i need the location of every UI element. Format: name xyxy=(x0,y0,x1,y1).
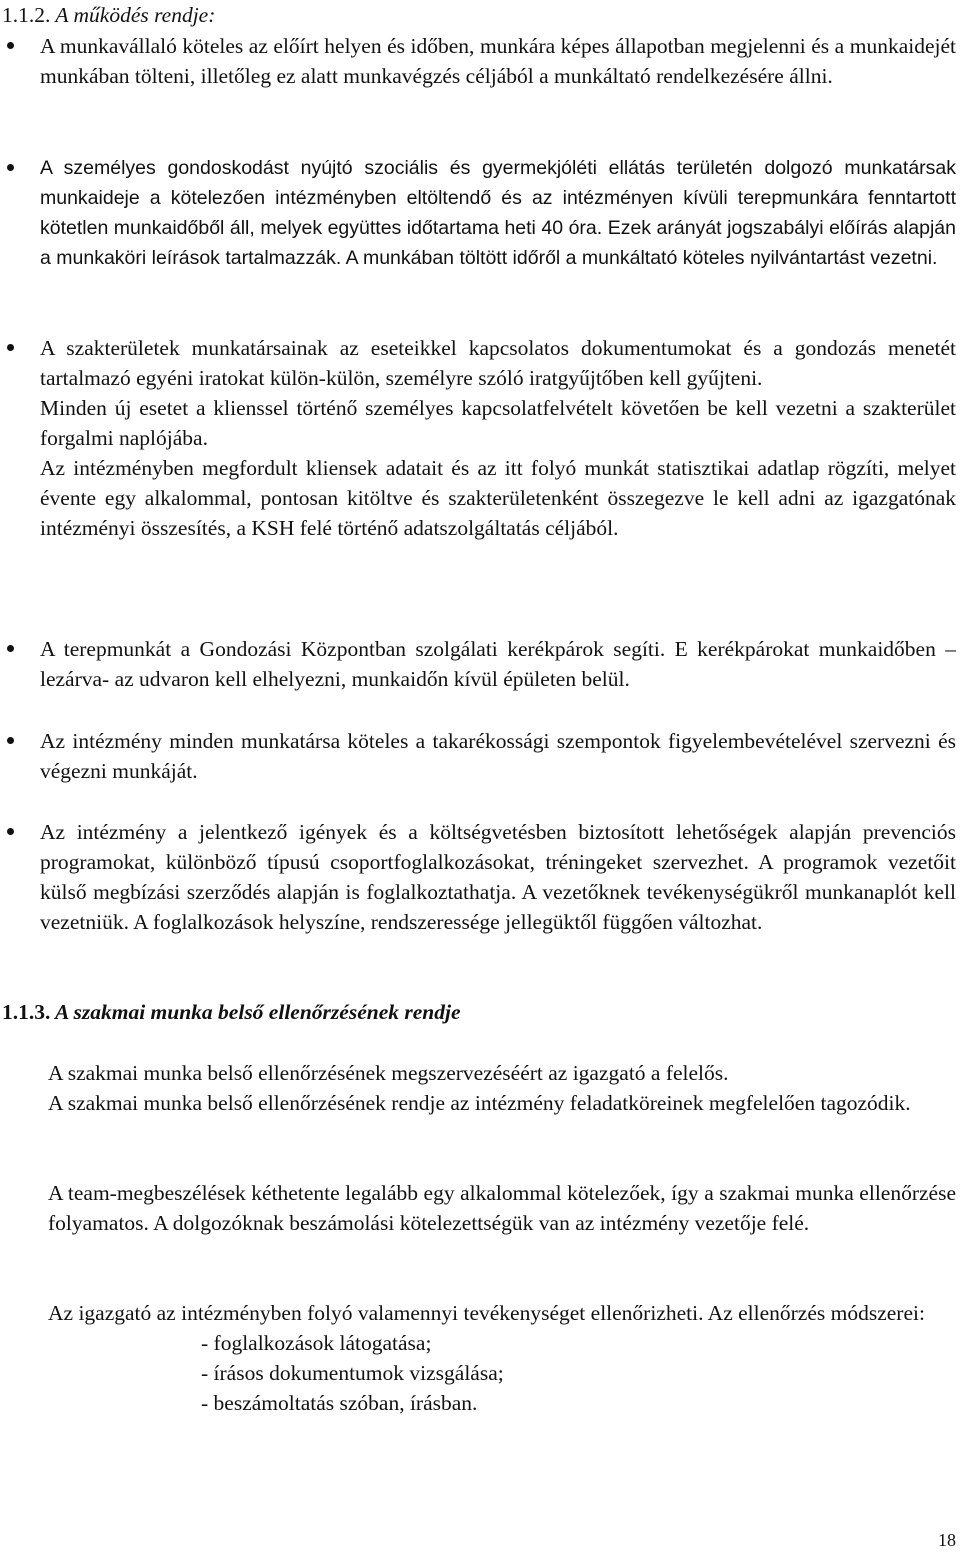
section-title: A szakmai munka belső ellenőrzésének rendje xyxy=(54,1000,461,1024)
list-item: - írásos dokumentumok vizsgálása; xyxy=(201,1361,504,1385)
bullet-icon xyxy=(7,737,14,744)
section-1-1-3-team-paragraph xyxy=(48,1178,956,1238)
bullet-icon xyxy=(7,164,14,171)
section-title: A működés rendje: xyxy=(55,3,216,27)
paragraph: Az intézményben megfordult kliensek adatait és az itt folyó munkát statisztikai adatlap rögzíti, melyet évente egy alkalommal, pontosan kitöltve és szakterületenként összegezve le kell adni az igazgatónak intézményi összesítés, a KSH felé történő adatszolgáltatás céljából. xyxy=(40,456,956,540)
section-heading-1-1-2 xyxy=(2,0,215,30)
bullet-text xyxy=(40,634,956,694)
paragraph: A terepmunkát a Gondozási Központban szolgálati kerékpárok segíti. E kerékpárokat munkaidőben – lezárva- az udvaron kell elhelyezni, munkaidőn kívül épületen belül. xyxy=(40,637,956,691)
bullet-text xyxy=(40,153,956,273)
paragraph: Az intézmény a jelentkező igények és a költségvetésben biztosított lehetőségek alapján prevenciós programokat, különböző típusú csoportfoglalkozásokat, tréningeket szervezhet. A programok vezetőit külső megbízási szerződés alapján is foglalkoztathatja. A vezetőknek tevékenységükről munkanaplót kell vezetniük. A foglalkozások helyszíne, rendszeressége jellegüktől függően változhat. xyxy=(40,820,956,934)
paragraph: A szakterületek munkatársainak az eseteikkel kapcsolatos dokumentumokat és a gondozás menetét tartalmazó egyéni iratokat külön-külön, személyre szóló iratgyűjtőben kell gyűjteni. xyxy=(40,336,956,390)
bullet-text xyxy=(40,817,956,937)
section-1-1-3-control-paragraph xyxy=(48,1298,956,1418)
section-1-1-3-body xyxy=(48,1058,956,1118)
paragraph: A szakmai munka belső ellenőrzésének rendje az intézmény feladatköreinek megfelelően tagozódik. xyxy=(48,1091,911,1115)
bullet-text xyxy=(40,31,956,91)
bullet-text xyxy=(40,333,956,543)
bullet-icon xyxy=(7,645,14,652)
paragraph: A szakmai munka belső ellenőrzésének megszervezéséért az igazgató a felelős. xyxy=(48,1061,729,1085)
bullet-icon xyxy=(7,344,14,351)
control-methods-list xyxy=(48,1328,956,1418)
section-heading-1-1-3 xyxy=(2,997,461,1027)
section-number: 1.1.2. xyxy=(2,3,51,27)
page-number: 18 xyxy=(938,1530,956,1550)
bullet-text xyxy=(40,726,956,786)
paragraph: A munkavállaló köteles az előírt helyen és időben, munkára képes állapotban megjelenni és a munkaidejét munkában tölteni, illetőleg ez alatt munkavégzés céljából a munkáltató rendelkezésére állni. xyxy=(40,34,956,88)
list-item: - foglalkozások látogatása; xyxy=(201,1331,432,1355)
bullet-icon xyxy=(7,828,14,835)
paragraph: A team-megbeszélések kéthetente legalább egy alkalommal kötelezőek, így a szakmai munka ellenőrzése folyamatos. A dolgozóknak beszámolási kötelezettségük van az intézmény vezetője felé. xyxy=(48,1181,956,1235)
paragraph: Minden új esetet a klienssel történő személyes kapcsolatfelvételt követően be kell vezetni a szakterület forgalmi naplójába. xyxy=(40,396,956,450)
paragraph: Az igazgató az intézményben folyó valamennyi tevékenységet ellenőrizheti. Az ellenőrzés módszerei: xyxy=(48,1301,925,1325)
paragraph: Az intézmény minden munkatársa köteles a takarékossági szempontok figyelembevételével szervezni és végezni munkáját. xyxy=(40,729,956,783)
bullet-icon xyxy=(7,42,14,49)
paragraph: A személyes gondoskodást nyújtó szociális és gyermekjóléti ellátás területén dolgozó munkatársak munkaideje a kötelezően intézményben eltöltendő és az intézményen kívüli terepmunkára fenntartott kötetlen munkaidőből áll, melyek együttes időtartama heti 40 óra. Ezek arányát jogszabályi előírás alapján a munkaköri leírások tartalmazzák. A munkában töltött időről a munkáltató köteles nyilvántartást vezetni. xyxy=(40,157,956,269)
section-number: 1.1.3. xyxy=(2,1000,51,1024)
list-item: - beszámoltatás szóban, írásban. xyxy=(201,1391,478,1415)
